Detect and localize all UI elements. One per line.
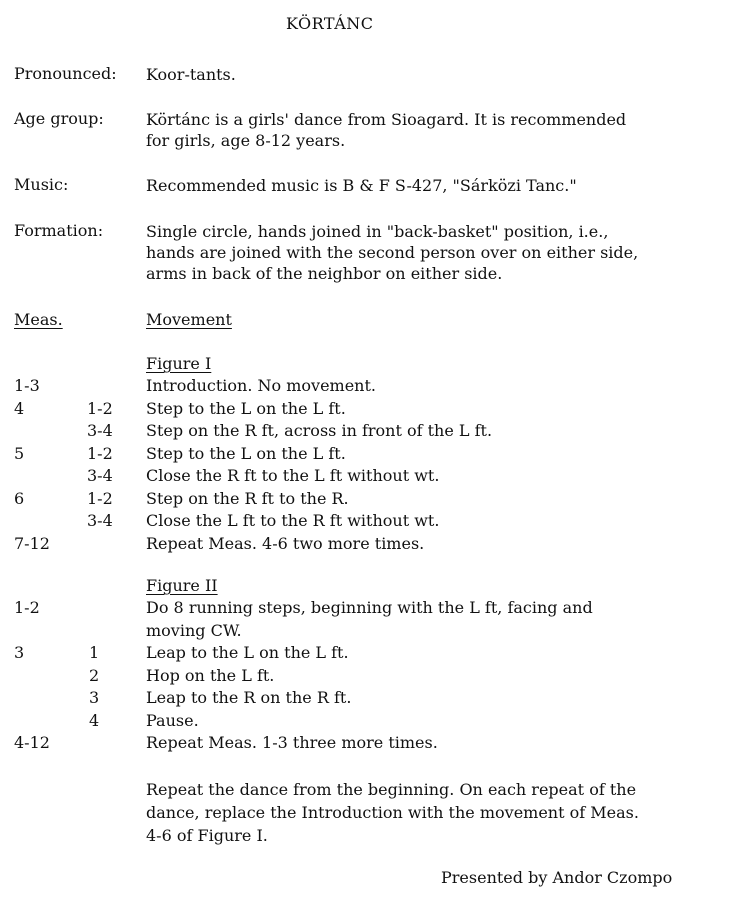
formation-line: arms in back of the neighbor on either side. (146, 264, 503, 283)
music-value (146, 175, 577, 196)
count-cell: 1-2 (87, 488, 113, 508)
movement-cell: Close the L ft to the R ft without wt. (146, 511, 440, 530)
table-row (0, 511, 752, 533)
count-cell: 3-4 (87, 421, 113, 440)
count-cell: 3-4 (87, 511, 113, 530)
figure-2-title: Figure II (146, 576, 218, 595)
table-row (0, 598, 752, 620)
table-row (0, 421, 752, 443)
movement-cell: Leap to the R on the R ft. (146, 688, 352, 707)
pronounced-label: Pronounced: (14, 64, 117, 83)
count-cell: 3-4 (87, 466, 113, 485)
formation-value (146, 221, 638, 284)
page-title: KÖRTÁNC (286, 14, 374, 33)
closing-line: dance, replace the Introduction with the movement of Meas. (146, 803, 639, 822)
movement-cell: moving CW. (146, 620, 242, 640)
table-row (0, 711, 752, 733)
credit: Presented by Andor Czompo (441, 868, 673, 887)
movement-cell: Step on the R ft, across in front of the L ft. (146, 421, 493, 440)
movement-cell: Hop on the L ft. (146, 665, 275, 685)
table-row (0, 688, 752, 710)
closing-line: Repeat the dance from the beginning. On each repeat of the (146, 780, 637, 799)
table-row (0, 666, 752, 688)
formation-line: hands are joined with the second person over on either side, (146, 243, 639, 262)
movement-cell: Close the R ft to the L ft without wt. (146, 466, 440, 485)
figure-1-title: Figure I (146, 354, 212, 373)
count-cell: 3 (89, 688, 100, 707)
meas-cell: 4-12 (14, 733, 50, 752)
count-cell: 1 (89, 643, 100, 662)
closing-paragraph (146, 778, 639, 847)
formation-label: Formation: (14, 221, 104, 240)
movement-cell: Do 8 running steps, beginning with the L ft, facing and (146, 598, 593, 617)
count-cell: 4 (89, 710, 100, 730)
table-row (0, 643, 752, 665)
age-group-label: Age group: (14, 109, 104, 128)
closing-line: 4-6 of Figure I. (146, 826, 268, 845)
movement-cell: Introduction. No movement. (146, 376, 376, 395)
age-group-value (146, 109, 626, 151)
count-cell: 2 (89, 665, 100, 685)
movement-cell: Repeat Meas. 4-6 two more times. (146, 533, 425, 553)
meas-cell: 1-3 (14, 376, 40, 395)
meas-cell: 5 (14, 443, 25, 463)
movement-column-header: Movement (146, 310, 232, 329)
table-row (0, 733, 752, 755)
table-row (0, 489, 752, 511)
count-cell: 1-2 (87, 398, 113, 418)
meas-cell: 4 (14, 398, 25, 418)
movement-cell: Leap to the L on the L ft. (146, 643, 349, 662)
meas-column-header: Meas. (14, 310, 63, 329)
meas-cell: 3 (14, 643, 25, 662)
table-row (0, 399, 752, 421)
movement-cell: Repeat Meas. 1-3 three more times. (146, 733, 438, 752)
age-group-line: Körtánc is a girls' dance from Sioagard. It is recommended (146, 110, 627, 129)
table-row (0, 621, 752, 643)
meas-cell: 6 (14, 488, 25, 508)
meas-cell: 1-2 (14, 598, 40, 617)
formation-line: Single circle, hands joined in "back-basket" position, i.e., (146, 222, 609, 241)
table-row (0, 376, 752, 398)
movement-cell: Pause. (146, 710, 199, 730)
table-row (0, 444, 752, 466)
movement-cell: Step on the R ft to the R. (146, 488, 349, 508)
age-group-line: for girls, age 8-12 years. (146, 131, 346, 150)
pronounced-value (146, 64, 236, 85)
count-cell: 1-2 (87, 443, 113, 463)
meas-cell: 7-12 (14, 533, 50, 553)
table-row (0, 534, 752, 556)
music-line: Recommended music is B & F S-427, "Sárközi Tanc." (146, 176, 577, 195)
table-row (0, 466, 752, 488)
pronounced-line: Koor-tants. (146, 65, 236, 84)
movement-cell: Step to the L on the L ft. (146, 443, 346, 463)
music-label: Music: (14, 175, 69, 194)
movement-cell: Step to the L on the L ft. (146, 398, 346, 418)
